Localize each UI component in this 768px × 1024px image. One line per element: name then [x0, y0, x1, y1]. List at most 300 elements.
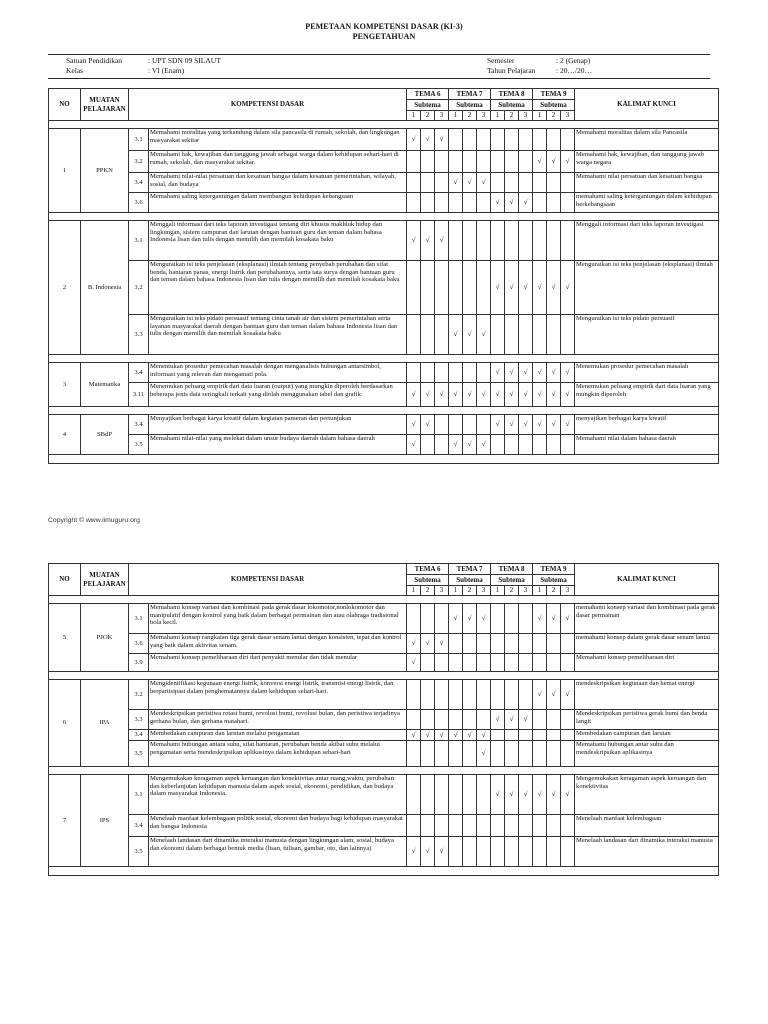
kd-code: 3.6: [129, 634, 149, 654]
check-mark: √: [519, 710, 533, 730]
empty-cell: [477, 151, 491, 173]
col-header-subtema: Subtema: [491, 575, 533, 586]
col-header-subtema: Subtema: [407, 575, 449, 586]
empty-cell: [519, 654, 533, 672]
check-mark: √: [519, 775, 533, 815]
check-mark: √: [533, 363, 547, 383]
empty-cell: [533, 129, 547, 151]
empty-cell: [463, 363, 477, 383]
kd-code: 3.11: [129, 383, 149, 407]
satuan-label: Satuan Pendidikan: [66, 56, 123, 65]
empty-cell: [533, 173, 547, 193]
table-row: [49, 815, 719, 837]
subject-name: PJOK: [81, 604, 129, 672]
empty-cell: [449, 634, 463, 654]
table-row: [49, 383, 719, 407]
empty-cell: [449, 680, 463, 710]
table-row: [49, 654, 719, 672]
check-mark: √: [533, 775, 547, 815]
col-header-subtema: Subtema: [449, 575, 491, 586]
empty-cell: [533, 710, 547, 730]
check-mark: √: [449, 173, 463, 193]
check-mark: √: [407, 654, 421, 672]
empty-cell: [449, 193, 463, 213]
empty-cell: [435, 261, 449, 315]
col-header-subtema-number: 2: [505, 111, 519, 121]
subject-name: PPKN: [81, 129, 129, 213]
kd-description: Memahami nilai-nilai yang melekat dalam unsur budaya daerah dalam bahasa daerah: [149, 435, 407, 455]
check-mark: √: [491, 415, 505, 435]
kd-code: 3.4: [129, 815, 149, 837]
check-mark: √: [547, 383, 561, 407]
empty-cell: [533, 815, 547, 837]
empty-cell: [407, 815, 421, 837]
empty-cell: [477, 815, 491, 837]
check-mark: √: [407, 634, 421, 654]
check-mark: √: [463, 173, 477, 193]
kd-code: 3.4: [129, 415, 149, 435]
kalimat-kunci: Menelaah landasan dari dinamika interaksi manusia: [575, 837, 719, 867]
check-mark: √: [561, 415, 575, 435]
col-header-subtema-number: 2: [463, 586, 477, 596]
kd-description: Memahami konsep pemeliharaan diri dari penyakit menular dan tidak menular: [149, 654, 407, 672]
check-mark: √: [435, 634, 449, 654]
col-header-tema: TEMA 9: [533, 564, 575, 575]
check-mark: √: [561, 604, 575, 634]
kd-code: 3.3: [129, 710, 149, 730]
empty-cell: [561, 654, 575, 672]
kd-code: 3.3: [129, 315, 149, 355]
empty-cell: [533, 221, 547, 261]
check-mark: √: [407, 221, 421, 261]
check-mark: √: [449, 315, 463, 355]
check-mark: √: [491, 363, 505, 383]
empty-cell: [435, 710, 449, 730]
check-mark: √: [533, 151, 547, 173]
col-header-kalimat: KALIMAT KUNCI: [575, 564, 719, 596]
header-rule: [48, 54, 710, 55]
empty-cell: [491, 435, 505, 455]
empty-cell: [505, 129, 519, 151]
col-header-muatan: MUATAN PELAJARAN: [81, 564, 129, 596]
subject-name: B. Indonesia: [81, 221, 129, 355]
empty-cell: [505, 815, 519, 837]
kalimat-kunci: Memahami moralitas dalam sila Pancasila: [575, 129, 719, 151]
check-mark: √: [407, 415, 421, 435]
empty-cell: [463, 221, 477, 261]
empty-cell: [533, 741, 547, 767]
col-header-subtema-number: 2: [421, 111, 435, 121]
empty-cell: [435, 604, 449, 634]
empty-cell: [491, 634, 505, 654]
empty-cell: [463, 815, 477, 837]
empty-cell: [435, 435, 449, 455]
header-row: [49, 564, 719, 575]
empty-cell: [421, 815, 435, 837]
empty-cell: [421, 363, 435, 383]
empty-cell: [533, 435, 547, 455]
table-row: [49, 741, 719, 767]
col-header-subtema-number: 3: [477, 111, 491, 121]
empty-cell: [449, 815, 463, 837]
kalimat-kunci: memahami konsep dalam gerak dasar senam lantai: [575, 634, 719, 654]
empty-cell: [477, 415, 491, 435]
spacer-row: [49, 213, 719, 221]
tahun-value: : 20…/20…: [556, 66, 593, 75]
empty-cell: [421, 604, 435, 634]
check-mark: √: [561, 383, 575, 407]
empty-cell: [407, 710, 421, 730]
check-mark: √: [477, 173, 491, 193]
empty-cell: [435, 415, 449, 435]
check-mark: √: [407, 435, 421, 455]
empty-cell: [449, 221, 463, 261]
kd-description: Menemukan peluang empirik dari data luaran (output) yang mungkin diperoleh berdasarkan beberapa jenis data seringkali terkait yang diolah menggunakan tabel dan grafik: [149, 383, 407, 407]
kalimat-kunci: Mendeskripsikan peristiwa gerak bumi dan benda langit: [575, 710, 719, 730]
empty-cell: [505, 221, 519, 261]
empty-cell: [519, 129, 533, 151]
col-header-subtema: Subtema: [533, 575, 575, 586]
empty-cell: [561, 193, 575, 213]
check-mark: √: [491, 193, 505, 213]
empty-cell: [491, 680, 505, 710]
empty-cell: [477, 193, 491, 213]
empty-cell: [519, 837, 533, 867]
empty-cell: [463, 129, 477, 151]
empty-cell: [449, 261, 463, 315]
kd-description: Membedakan campuran dan larutan melalui pengamatan: [149, 730, 407, 741]
table-row: [49, 261, 719, 315]
check-mark: √: [435, 730, 449, 741]
empty-cell: [421, 151, 435, 173]
row-number: 7: [49, 775, 81, 867]
check-mark: √: [421, 730, 435, 741]
check-mark: √: [533, 604, 547, 634]
kalimat-kunci: mendeskripsikan kegunaan dan hemat energi: [575, 680, 719, 710]
kalimat-kunci: Memahami nilai persatuan dan kesatuan bangsa: [575, 173, 719, 193]
empty-cell: [519, 815, 533, 837]
kd-code: 3.4: [129, 730, 149, 741]
check-mark: √: [449, 604, 463, 634]
empty-cell: [561, 315, 575, 355]
subject-name: SBdP: [81, 415, 129, 455]
col-header-kd: KOMPETENSI DASAR: [129, 89, 407, 121]
table-row: [49, 634, 719, 654]
check-mark: √: [547, 680, 561, 710]
kd-description: Menguraikan isi teks pidato persuasif tentang cinta tanah air dan sistem pemerintahan serta layanan masyarakat daerah dengan bantuan guru dan teman dalam bahasa Indonesia lisan dan tulis dengan memilih dan memilah kosakata baku: [149, 315, 407, 355]
empty-cell: [519, 730, 533, 741]
check-mark: √: [505, 363, 519, 383]
spacer-row: [49, 767, 719, 775]
header-row: [49, 89, 719, 100]
empty-cell: [491, 730, 505, 741]
empty-cell: [449, 775, 463, 815]
check-mark: √: [477, 730, 491, 741]
empty-cell: [421, 193, 435, 213]
col-header-subtema-number: 1: [491, 586, 505, 596]
kd-description: Memahami nilai-nilai persatuan dan kesatuan bangsa dalam kesatuan pemerintahan, wilayah, sosial, dan budaya: [149, 173, 407, 193]
empty-cell: [407, 775, 421, 815]
spacer-row: [49, 455, 719, 464]
col-header-no: NO: [49, 89, 81, 121]
empty-cell: [477, 837, 491, 867]
check-mark: √: [533, 415, 547, 435]
col-header-subtema-number: 2: [547, 586, 561, 596]
empty-cell: [547, 193, 561, 213]
spacer-row: [49, 121, 719, 129]
check-mark: √: [519, 383, 533, 407]
kd-description: Mengidentifikasi kegunaan energi listrik, konversi energi listrik, transmisi energi listrik, dan berpartisipasi dalam penghematannya dalam kehidupan sehari-hari.: [149, 680, 407, 710]
col-header-subtema-number: 1: [407, 586, 421, 596]
empty-cell: [477, 680, 491, 710]
table-row: [49, 193, 719, 213]
empty-cell: [407, 151, 421, 173]
empty-cell: [463, 710, 477, 730]
empty-cell: [533, 730, 547, 741]
empty-cell: [421, 775, 435, 815]
header-rule-bottom: [48, 78, 710, 79]
kalimat-kunci: memahami saling ketergantungan dalam kehidupan berkebangsaan: [575, 193, 719, 213]
empty-cell: [449, 363, 463, 383]
empty-cell: [519, 435, 533, 455]
col-header-subtema-number: 1: [533, 586, 547, 596]
empty-cell: [561, 741, 575, 767]
empty-cell: [505, 837, 519, 867]
empty-cell: [561, 837, 575, 867]
check-mark: √: [547, 363, 561, 383]
kd-description: Mengemukakan keragaman aspek keruangan dan konektivitas antar ruang,waktu, perubahan dan keberlanjutan kehidupan manusia dalam aspek sosial, ekonomi, pendidikan, dan budaya dalam masyarakat Indonesia.: [149, 775, 407, 815]
empty-cell: [491, 129, 505, 151]
empty-cell: [547, 837, 561, 867]
check-mark: √: [449, 435, 463, 455]
kd-code: 3.2: [129, 680, 149, 710]
col-header-tema: TEMA 8: [491, 564, 533, 575]
check-mark: √: [505, 415, 519, 435]
empty-cell: [547, 435, 561, 455]
col-header-tema: TEMA 9: [533, 89, 575, 100]
kalimat-kunci: Mengemukakan keragaman aspek keruangan dan konektivitas: [575, 775, 719, 815]
row-number: 1: [49, 129, 81, 213]
empty-cell: [477, 654, 491, 672]
empty-cell: [505, 654, 519, 672]
kd-description: Menentukan prosedur pemecahan masalah dengan menganalisis hubungan antarsimbol, informasi yang relevan dan mengamati pola.: [149, 363, 407, 383]
empty-cell: [435, 151, 449, 173]
table-row: [49, 680, 719, 710]
check-mark: √: [449, 383, 463, 407]
kalimat-kunci: Menelaah manfaat kelembagaan: [575, 815, 719, 837]
check-mark: √: [463, 315, 477, 355]
kalimat-kunci: memahami konsep variasi dan kombinasi pada gerak dasar permainan: [575, 604, 719, 634]
check-mark: √: [435, 129, 449, 151]
empty-cell: [407, 680, 421, 710]
empty-cell: [505, 741, 519, 767]
empty-cell: [505, 173, 519, 193]
kd-description: Menelaah manfaat kelembagaan politik sosial, ekonomi dan budaya bagi kehidupan masyarakat dan bangsa Indonesia: [149, 815, 407, 837]
empty-cell: [477, 221, 491, 261]
kd-code: 3.6: [129, 193, 149, 213]
col-header-subtema-number: 2: [463, 111, 477, 121]
check-mark: √: [407, 129, 421, 151]
check-mark: √: [519, 363, 533, 383]
table-row: [49, 775, 719, 815]
kd-code: 3.2: [129, 261, 149, 315]
empty-cell: [533, 837, 547, 867]
empty-cell: [547, 815, 561, 837]
check-mark: √: [547, 604, 561, 634]
check-mark: √: [463, 435, 477, 455]
empty-cell: [407, 193, 421, 213]
empty-cell: [561, 730, 575, 741]
empty-cell: [421, 315, 435, 355]
kalimat-kunci: Menguraikan isi teks pidato persuasif: [575, 315, 719, 355]
empty-cell: [407, 741, 421, 767]
check-mark: √: [407, 730, 421, 741]
kd-table-2: [48, 563, 719, 876]
empty-cell: [463, 680, 477, 710]
check-mark: √: [477, 315, 491, 355]
kd-description: Memahami hak, kewajiban dan tanggung jawab sebagai warga dalam kehidupan sehari-hari di rumah, sekolah, dan masyarakat sekitar.: [149, 151, 407, 173]
check-mark: √: [477, 741, 491, 767]
table-row: [49, 415, 719, 435]
row-number: 5: [49, 604, 81, 672]
empty-cell: [519, 741, 533, 767]
kd-code: 3.5: [129, 837, 149, 867]
check-mark: √: [561, 680, 575, 710]
col-header-tema: TEMA 7: [449, 89, 491, 100]
kalimat-kunci: Memahami nilai dalam bahasa daerah: [575, 435, 719, 455]
empty-cell: [519, 634, 533, 654]
empty-cell: [547, 730, 561, 741]
spacer-row: [49, 355, 719, 363]
check-mark: √: [421, 383, 435, 407]
check-mark: √: [561, 775, 575, 815]
check-mark: √: [547, 415, 561, 435]
empty-cell: [505, 604, 519, 634]
empty-cell: [407, 261, 421, 315]
empty-cell: [547, 221, 561, 261]
check-mark: √: [491, 775, 505, 815]
check-mark: √: [505, 710, 519, 730]
empty-cell: [505, 680, 519, 710]
kd-code: 3.1: [129, 604, 149, 634]
col-header-kd: KOMPETENSI DASAR: [129, 564, 407, 596]
check-mark: √: [421, 129, 435, 151]
empty-cell: [435, 815, 449, 837]
empty-cell: [463, 775, 477, 815]
check-mark: √: [533, 261, 547, 315]
empty-cell: [421, 680, 435, 710]
tahun-label: Tahun Pelajaran: [487, 66, 536, 75]
kalimat-kunci: Memahami hubungan antar suhu dan mendeskripsikan aplikasinya: [575, 741, 719, 767]
empty-cell: [477, 129, 491, 151]
empty-cell: [533, 315, 547, 355]
empty-cell: [449, 710, 463, 730]
kelas-label: Kelas: [66, 66, 84, 75]
empty-cell: [491, 837, 505, 867]
document-subtitle: PENGETAHUAN: [352, 32, 416, 41]
check-mark: √: [505, 193, 519, 213]
col-header-subtema: Subtema: [449, 100, 491, 111]
empty-cell: [547, 315, 561, 355]
col-header-kalimat: KALIMAT KUNCI: [575, 89, 719, 121]
table-row: [49, 173, 719, 193]
empty-cell: [491, 654, 505, 672]
empty-cell: [519, 151, 533, 173]
check-mark: √: [561, 151, 575, 173]
empty-cell: [407, 363, 421, 383]
check-mark: √: [421, 221, 435, 261]
empty-cell: [421, 173, 435, 193]
empty-cell: [561, 634, 575, 654]
kd-code: 3.1: [129, 221, 149, 261]
empty-cell: [477, 775, 491, 815]
empty-cell: [491, 604, 505, 634]
kd-code: 3.5: [129, 435, 149, 455]
empty-cell: [547, 634, 561, 654]
subject-name: IPA: [81, 680, 129, 767]
col-header-tema: TEMA 6: [407, 89, 449, 100]
check-mark: √: [505, 383, 519, 407]
spacer-row: [49, 596, 719, 604]
empty-cell: [435, 173, 449, 193]
kalimat-kunci: Menemukan prosedur pemecahan masalah: [575, 363, 719, 383]
check-mark: √: [547, 151, 561, 173]
check-mark: √: [505, 775, 519, 815]
kd-description: Memahami moralitas yang terkandung dalam sila pancasila di rumah, sekolah, dan lingkungan masyarakat sekitar: [149, 129, 407, 151]
empty-cell: [519, 315, 533, 355]
spacer-row: [49, 407, 719, 415]
empty-cell: [547, 129, 561, 151]
empty-cell: [435, 680, 449, 710]
empty-cell: [449, 129, 463, 151]
empty-cell: [561, 710, 575, 730]
empty-cell: [533, 634, 547, 654]
kalimat-kunci: Memahami konsep pemeliharaan diri: [575, 654, 719, 672]
empty-cell: [547, 741, 561, 767]
empty-cell: [463, 415, 477, 435]
empty-cell: [519, 680, 533, 710]
col-header-subtema: Subtema: [407, 100, 449, 111]
kalimat-kunci: Menggali informasi dari teks laporan investigasi: [575, 221, 719, 261]
check-mark: √: [463, 383, 477, 407]
empty-cell: [449, 151, 463, 173]
satuan-value: : UPT SDN 09 SILAUT: [148, 56, 221, 65]
row-number: 4: [49, 415, 81, 455]
table-row: [49, 151, 719, 173]
kalimat-kunci: Menemukan peluang empirik dari data luaran yang mungkin diperoleh: [575, 383, 719, 407]
empty-cell: [491, 173, 505, 193]
empty-cell: [477, 634, 491, 654]
empty-cell: [435, 315, 449, 355]
empty-cell: [477, 710, 491, 730]
empty-cell: [449, 741, 463, 767]
kd-table-1: [48, 88, 719, 464]
kd-description: Memahami konsep rangkaian tiga gerak dasar senam lantai dengan konsisten, tepat dan kontrol yang baik dalam aktivitas senam.: [149, 634, 407, 654]
empty-cell: [421, 710, 435, 730]
col-header-subtema-number: 3: [519, 586, 533, 596]
kalimat-kunci: menyajikan berbagai karya kreatif: [575, 415, 719, 435]
col-header-subtema: Subtema: [533, 100, 575, 111]
empty-cell: [533, 193, 547, 213]
kalimat-kunci: Membedakan campuran dan larutan: [575, 730, 719, 741]
empty-cell: [463, 193, 477, 213]
kd-description: Menelaah landasan dari dinamika interaksi manusia dengan lingkungan alam, sosial, budaya dan ekonomi dalam berbagai bentuk media (lisan, tulisan, gambar, oto, dan lainnya): [149, 837, 407, 867]
kd-code: 3.4: [129, 363, 149, 383]
kd-code: 3.4: [129, 173, 149, 193]
empty-cell: [407, 604, 421, 634]
document-title: PEMETAAN KOMPETENSI DASAR (KI-3): [305, 22, 463, 31]
empty-cell: [491, 151, 505, 173]
